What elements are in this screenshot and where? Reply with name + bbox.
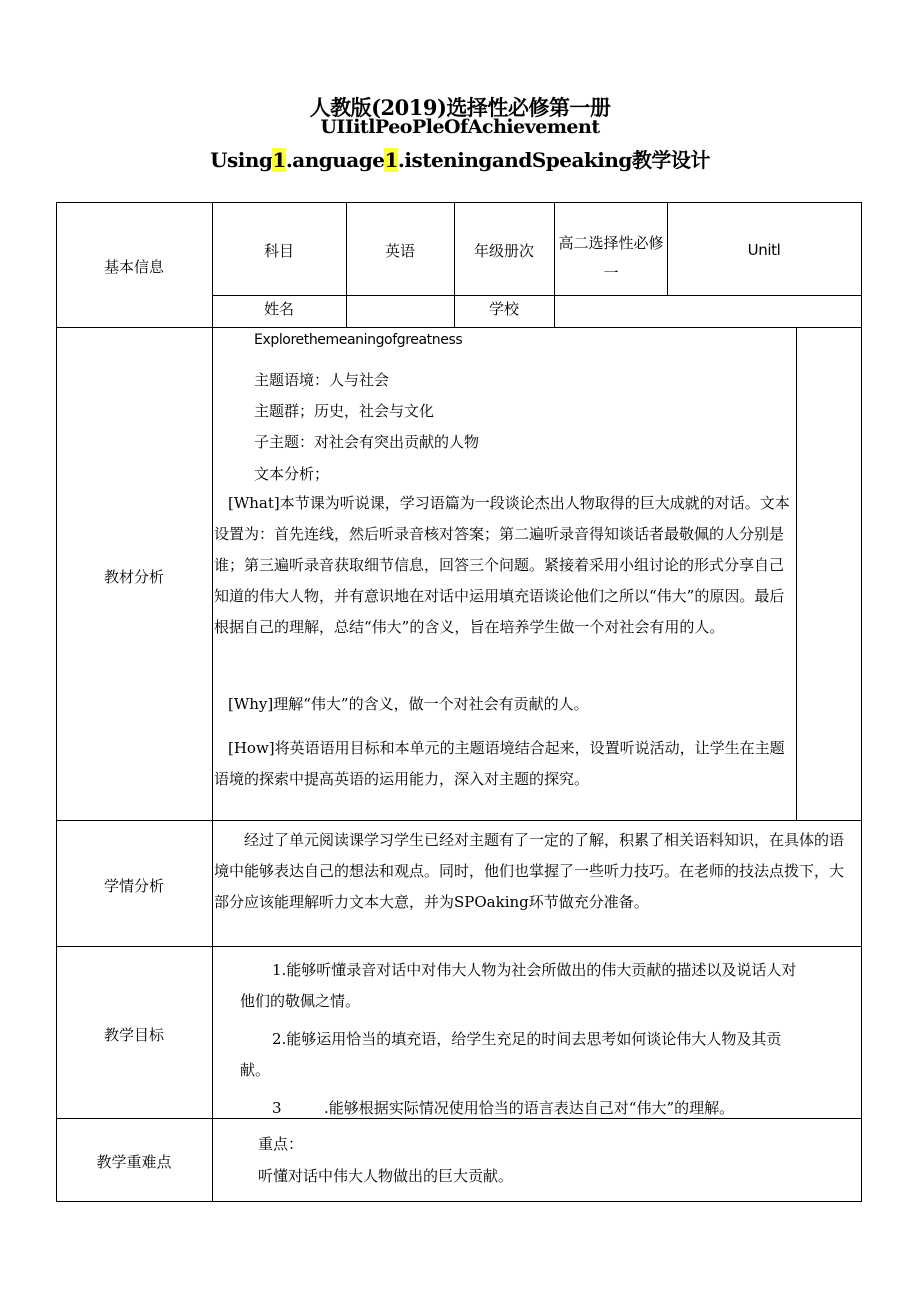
school-label: 学校 (488, 300, 519, 318)
what-paragraph: [What]本节课为听说课，学习语篇为一段谈论杰出人物取得的巨大成就的对话。文本设置为：首先连线，然后听录音核对答案；第二遍听录音得知谈话者最敬佩的人分别是谁；第三遍听录音获取细节信息，回答三个问题。紧接着采用小组讨论的形式分享自己知道的伟大人物，并有意识地在对话中运用填充语谈论他们之所以“伟大”的原因。最后根据自己的理解，总结“伟大”的含义，旨在培养学生做一个对社会有用的人。 (214, 494, 790, 636)
table-rule-basic-end (56, 327, 862, 328)
key-points-heading: 重点： (258, 1135, 304, 1153)
textbook-analysis-label: 教材分析 (103, 568, 164, 586)
learner-analysis-label: 学情分析 (103, 877, 164, 895)
title3-highlight-1: 1 (272, 148, 286, 172)
doc-title-line1: 人教版(2019)选择性必修第一册 (309, 95, 611, 120)
theme-group: 主题群；历史，社会与文化 (254, 402, 435, 420)
table-rule-basic-mid (212, 295, 862, 296)
basic-info-label: 基本信息 (103, 258, 164, 276)
table-border-top (56, 202, 862, 203)
theme-context: 主题语境：人与社会 (254, 371, 390, 389)
table-rule-textbook-end (56, 820, 862, 821)
why-paragraph: [Why]理解“伟大”的含义，做一个对社会有贡献的人。 (228, 695, 589, 713)
doc-title-line3 (0, 144, 920, 173)
doc-title-line2: UIIitlPeoPleOfAchievement (320, 116, 600, 138)
table-col-textbook-right (796, 327, 797, 821)
objective-1: 1.能够听懂录音对话中对伟大人物为社会所做出的伟大贡献的描述以及说话人对他们的敬佩之情。 (240, 961, 797, 1010)
table-col-label (212, 202, 213, 1202)
grade-label: 年级册次 (473, 242, 534, 260)
grade-value: 高二选择性必修一 (558, 234, 664, 282)
objective-2: 2.能够运用恰当的填充语，给学生充足的时间去思考如何谈论伟大人物及其贡献。 (240, 1030, 782, 1079)
theme-title: Explorethemeaningofgreatness (254, 332, 463, 348)
title3-highlight-2: 1 (384, 148, 398, 172)
table-border-right (861, 202, 862, 1202)
objectives-label: 教学目标 (103, 1026, 164, 1044)
subject-label: 科目 (263, 242, 294, 260)
objective-3-text: .能够根据实际情况使用恰当的语言表达自己对“伟大”的理解。 (324, 1099, 735, 1117)
objective-3-number: 3 (272, 1099, 282, 1117)
subtheme: 子主题：对社会有突出贡献的人物 (254, 433, 480, 451)
title3-part-a: Using (210, 148, 273, 172)
table-col-subject-value (346, 202, 347, 328)
table-col-grade-value (554, 202, 555, 328)
name-label: 姓名 (263, 300, 294, 318)
title3-part-c: .isteningandSpeaking教学设计 (397, 148, 710, 172)
key-points-label: 教学重难点 (96, 1153, 172, 1171)
table-rule-objectives-end (56, 1118, 862, 1119)
key-points-text: 听懂对话中伟大人物做出的巨大贡献。 (258, 1167, 514, 1185)
title3-part-b: .anguage (285, 148, 385, 172)
table-border-bottom (56, 1201, 862, 1202)
learner-analysis-text: 经过了单元阅读课学习学生已经对主题有了一定的了解，积累了相关语料知识，在具体的语境中能够表达自己的想法和观点。同时，他们也掌握了一些听力技巧。在老师的技法点拨下，大部分应该能理解听力文本大意，并为SPOaking环节做充分准备。 (214, 831, 845, 911)
table-border-left (56, 202, 57, 1202)
text-analysis-heading: 文本分析； (254, 465, 330, 483)
subject-value: 英语 (384, 242, 415, 260)
how-paragraph: [How]将英语语用目标和本单元的主题语境结合起来，设置听说活动，让学生在主题语境的探索中提高英语的运用能力，深入对主题的探究。 (214, 739, 785, 788)
table-rule-learner-end (56, 946, 862, 947)
unit-value: Unitl (747, 241, 781, 259)
